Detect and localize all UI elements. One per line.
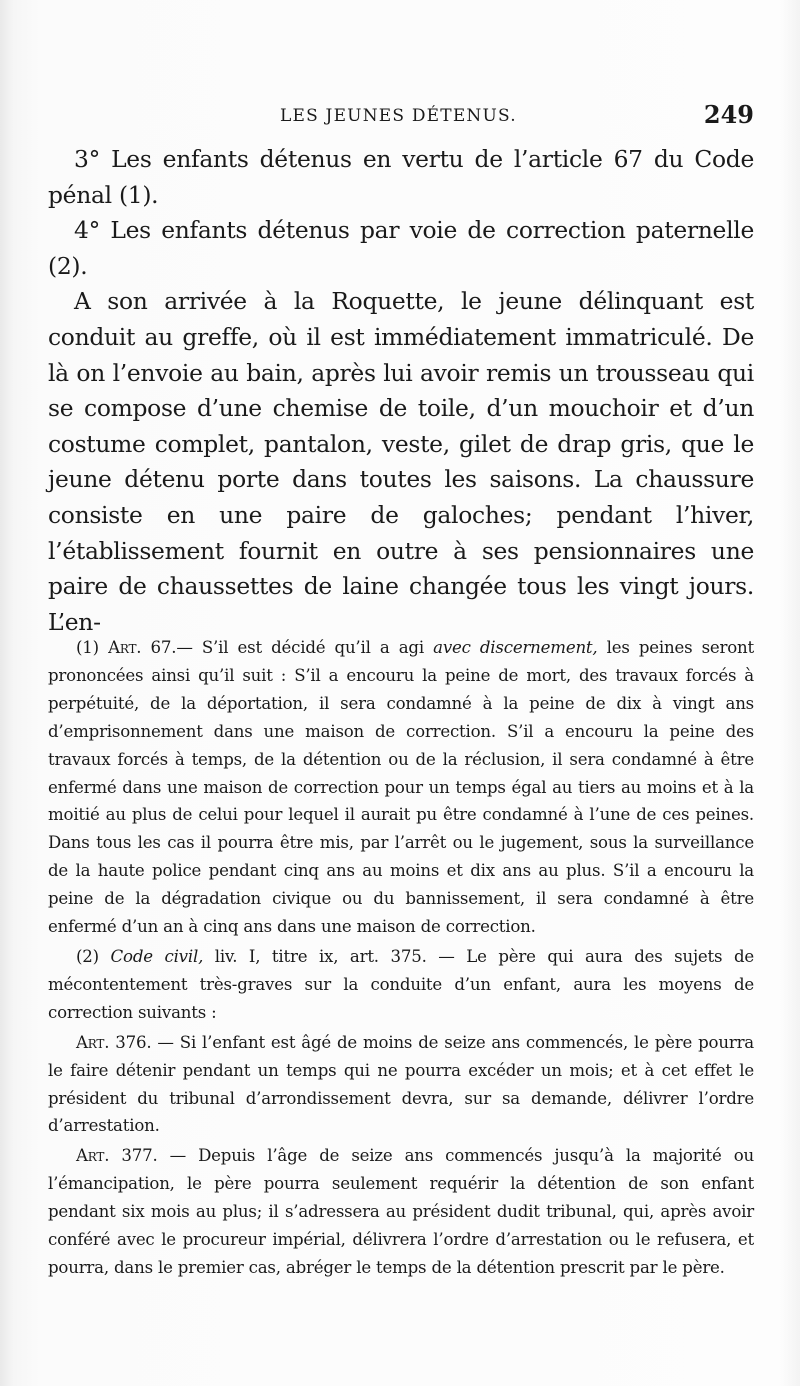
footnote-1-marker: (1) bbox=[76, 638, 109, 657]
footnote-1-dash: — S’il est décidé qu’il a agi bbox=[176, 638, 434, 657]
article-377 bbox=[48, 1142, 754, 1282]
footnote-1-italic: avec discernement, bbox=[433, 638, 598, 657]
list-item-3: 3° Les enfants détenus en vertu de l’article 67 du Code pénal (1). bbox=[48, 145, 754, 209]
running-title: LES JEUNES DÉTENUS. bbox=[280, 106, 517, 126]
footnote-1-text: les peines seront prononcées ainsi qu’il suit : S’il a encouru la peine de mort, des travaux forcés à perpétuité, de la déportation, il sera condamné à la peine de dix à vingt ans d’emprisonnement dans une maison de correction. S’il a encouru la peine des travaux forcés à temps, de la détention ou de la réclusion, il sera condamné à être enfermé dans une maison de correction pour un temps égal au tiers au moins et à la moitié au plus de celui pour lequel il aurait pu être condamné à l’une de ces peines. Dans tous les cas il pourra être mis, par l’arrêt ou le jugement, sous la surveillance de la haute police pendant cinq ans au moins et dix ans au plus. S’il a encouru la peine de la dégradation civique ou du bannissement, il sera condamné à être enfermé d’un an à cinq ans dans une maison de correction. bbox=[48, 638, 754, 937]
footnote-2 bbox=[48, 943, 754, 1027]
page-number: 249 bbox=[703, 100, 754, 129]
footnotes bbox=[48, 634, 754, 1282]
arrival-paragraph: A son arrivée à la Roquette, le jeune délinquant est conduit au greffe, où il est immédiatement immatriculé. De là on l’envoie au bain, après lui avoir remis un trousseau qui se compose d’une chemise de toile, d’un mouchoir et d’un costume complet, pantalon, veste, gilet de drap gris, que le jeune détenu porte dans toutes les saisons. La chaussure consiste en une paire de galoches; pendant l’hiver, l’établissement fournit en outre à ses pensionnaires une paire de chaussettes de laine changée tous les vingt jours. L’en- bbox=[48, 287, 754, 636]
footnote-2-marker: (2) bbox=[76, 946, 111, 966]
list-item-4: 4° Les enfants détenus par voie de correction paternelle (2). bbox=[48, 216, 754, 280]
article-376-text: — Si l’enfant est âgé de moins de seize ans commencés, le père pourra le faire détenir pendant un temps qui ne pourra excéder un mois; et à cet effet le président du tribunal d’arrondissement devra, sur sa demande, délivrer l’ordre d’arrestation. bbox=[48, 1032, 754, 1136]
main-text bbox=[48, 142, 754, 640]
article-376-label: Art. 376. bbox=[76, 1032, 152, 1052]
footnote-1-label: Art. 67. bbox=[108, 638, 177, 657]
article-376 bbox=[48, 1029, 754, 1141]
article-377-text: — Depuis l’âge de seize ans commencés jusqu’à la majorité ou l’émancipation, le père pourra seulement requérir la détention de son enfant pendant six mois au plus; il s’adressera au président dudit tribunal, qui, après avoir conféré avec le procureur impérial, délivrera l’ordre d’arrestation ou le refusera, et pourra, dans le premier cas, abréger le temps de la détention prescrit par le père. bbox=[48, 1146, 754, 1277]
footnote-2-text: liv. I, titre ix, art. 375. — Le père qui aura des sujets de mécontentement très-graves sur la conduite d’un enfant, aura les moyens de correction suivants : bbox=[48, 946, 754, 1022]
footnote-1 bbox=[48, 634, 754, 941]
footnote-2-italic: Code civil, bbox=[110, 946, 204, 966]
article-377-label: Art. 377. bbox=[76, 1146, 158, 1166]
page-header bbox=[48, 96, 758, 136]
